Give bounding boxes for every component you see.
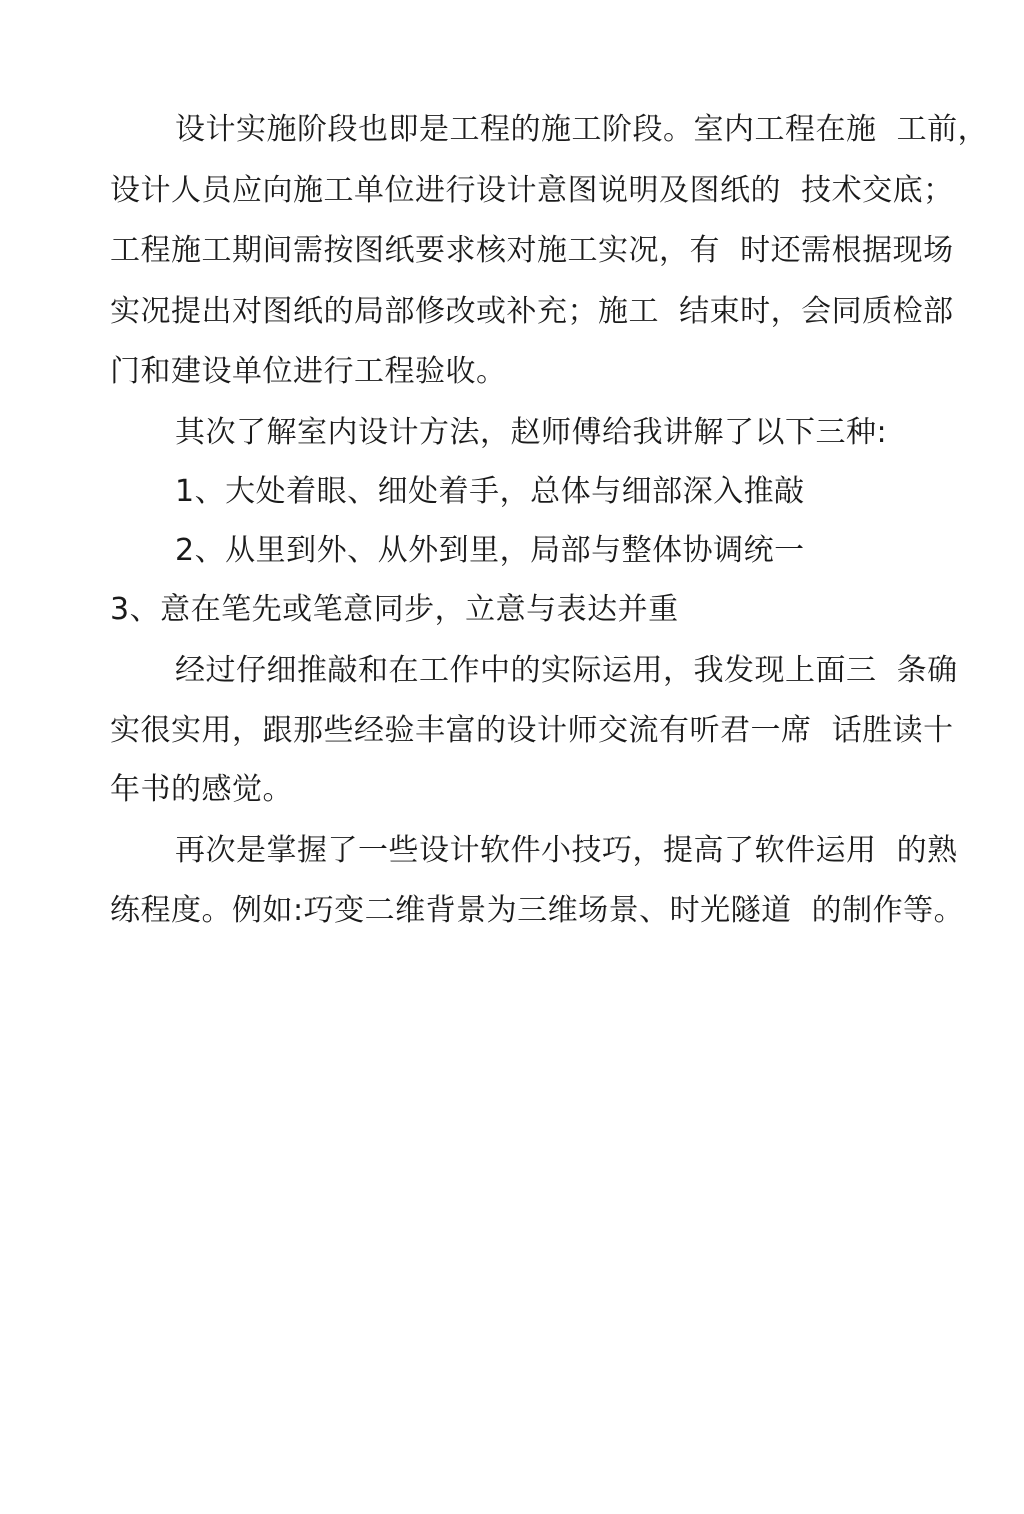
paragraph-1-line-1: 设计实施阶段也即是工程的施工阶段。室内工程在施 工前， bbox=[175, 112, 989, 147]
paragraph-3-line-3: 年书的感觉。 bbox=[110, 772, 293, 807]
paragraph-1-line-2: 设计人员应向施工单位进行设计意图说明及图纸的 技术交底； bbox=[110, 173, 954, 208]
list-item-1: 1、大处着眼、细处着手，总体与细部深入推敲 bbox=[175, 474, 805, 509]
paragraph-3-line-1: 经过仔细推敲和在工作中的实际运用，我发现上面三 条确 bbox=[175, 653, 958, 688]
list-item-2: 2、从里到外、从外到里，局部与整体协调统一 bbox=[175, 533, 805, 568]
paragraph-4-line-2: 练程度。例如:巧变二维背景为三维场景、时光隧道 的制作等。 bbox=[110, 893, 965, 928]
paragraph-1-line-3: 工程施工期间需按图纸要求核对施工实况，有 时还需根据现场 bbox=[110, 233, 954, 268]
paragraph-4-line-1: 再次是掌握了一些设计软件小技巧，提高了软件运用 的熟 bbox=[175, 833, 958, 868]
paragraph-1-line-4: 实况提出对图纸的局部修改或补充；施工 结束时，会同质检部 bbox=[110, 294, 954, 329]
paragraph-1-line-5: 门和建设单位进行工程验收。 bbox=[110, 354, 507, 389]
paragraph-3-line-2: 实很实用，跟那些经验丰富的设计师交流有听君一席 话胜读十 bbox=[110, 713, 954, 748]
paragraph-2-line-1: 其次了解室内设计方法，赵师傅给我讲解了以下三种: bbox=[175, 415, 888, 450]
list-item-3: 3、意在笔先或笔意同步，立意与表达并重 bbox=[110, 592, 679, 627]
